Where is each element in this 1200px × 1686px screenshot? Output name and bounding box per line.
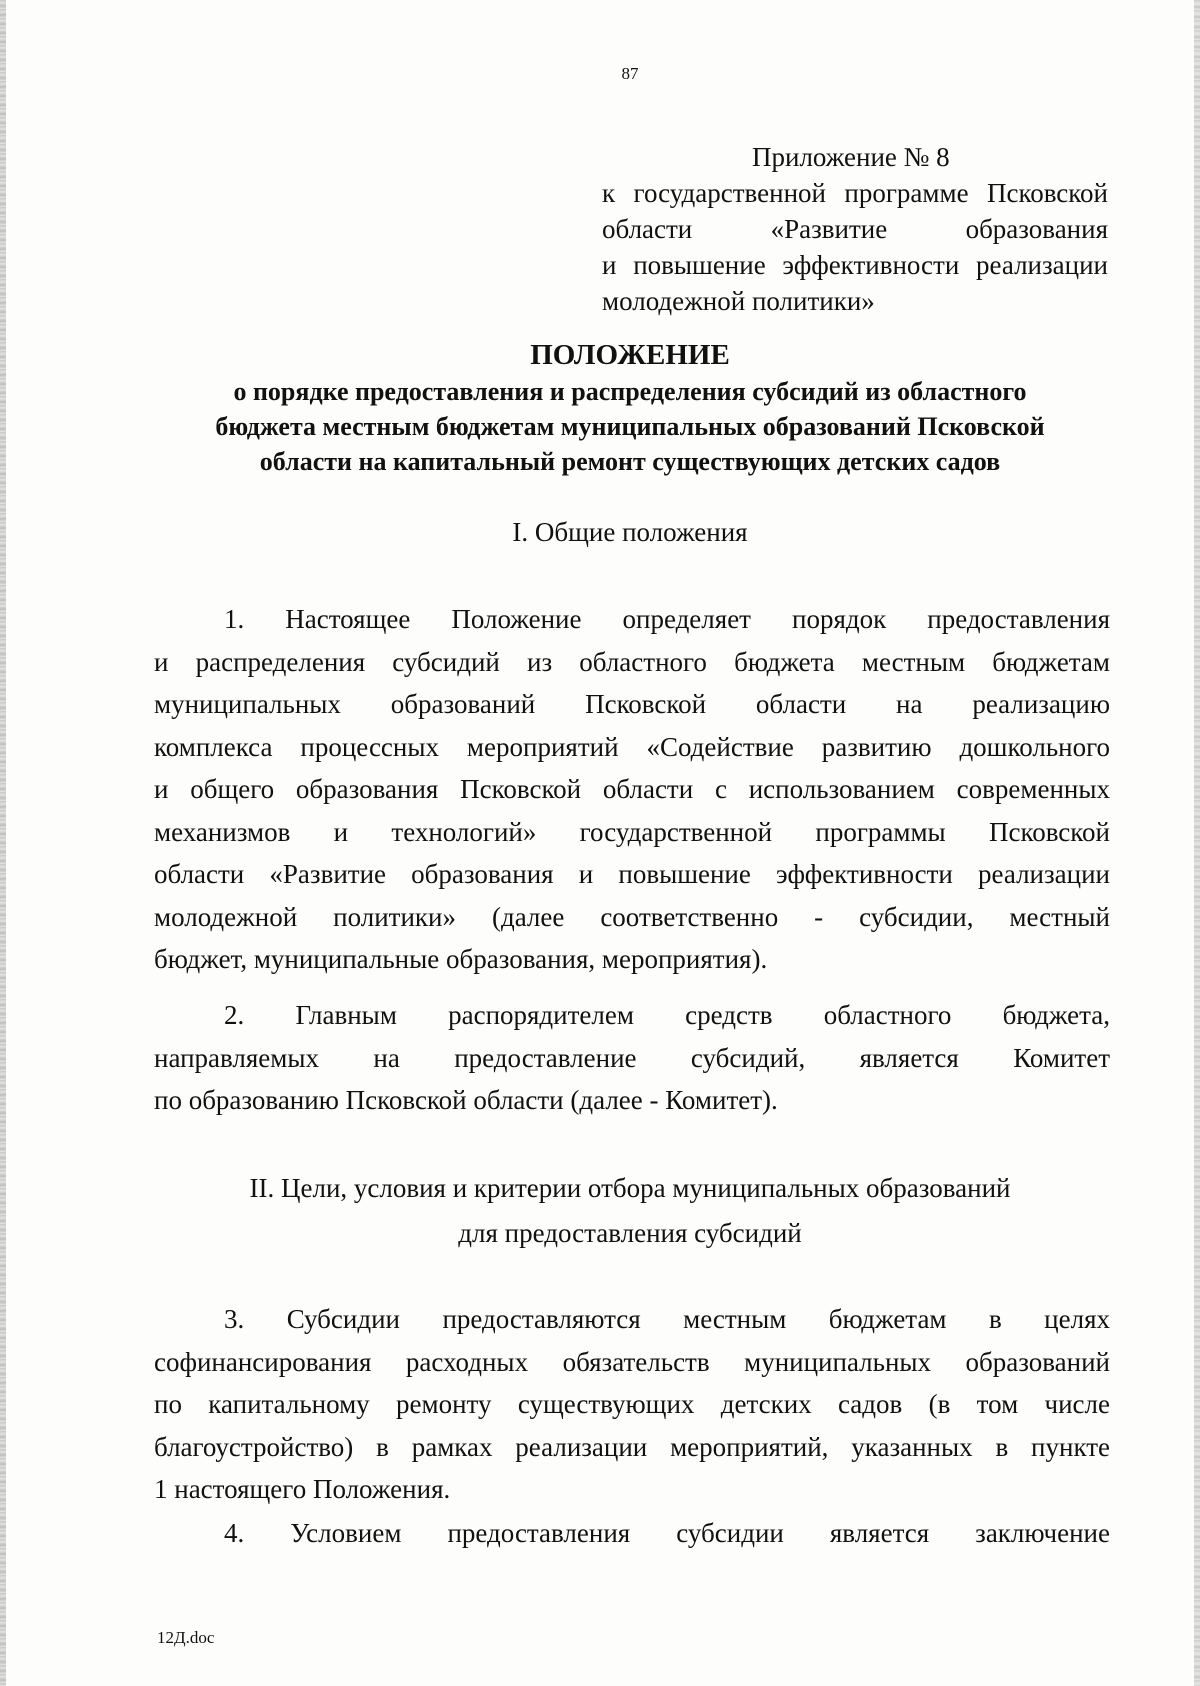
appendix-title: Приложение № 8 <box>752 142 950 172</box>
footer-filename: 12Д.doc <box>157 1628 215 1647</box>
section-2-title-line: для предоставления субсидий <box>458 1218 802 1248</box>
paragraph-line: по капитальному ремонту существующих детских садов (в том числе <box>154 1389 1110 1419</box>
paragraph-line: механизмов и технологий» государственной программы Псковской <box>154 816 1110 847</box>
appendix-block <box>602 139 1108 319</box>
document-subtitle-line: о порядке предоставления и распределения субсидий из областного <box>233 377 1027 406</box>
scan-edge-right <box>1194 0 1200 1686</box>
paragraph-line: бюджет, муниципальные образования, мероприятия). <box>154 944 768 974</box>
appendix-line: к государственной программе Псковской <box>602 178 1108 208</box>
paragraph-line: и распределения субсидий из областного бюджета местным бюджетам <box>154 646 1110 677</box>
paragraph-line: области «Развитие образования и повышение эффективности реализации <box>154 859 1110 889</box>
paragraph-line: софинансирования расходных обязательств муниципальных образований <box>154 1346 1110 1377</box>
scan-edge-left <box>0 0 6 1686</box>
paragraph-line: 3. Субсидии предоставляются местным бюджетам в целях <box>224 1304 1110 1334</box>
appendix-line: и повышение эффективности реализации <box>602 250 1108 280</box>
page-number: 87 <box>621 64 639 83</box>
paragraph-line: 2. Главным распорядителем средств областного бюджета, <box>224 1000 1110 1030</box>
paragraph-line: 4. Условием предоставления субсидии является заключение <box>224 1518 1110 1548</box>
paragraph-line: 1 настоящего Положения. <box>154 1474 451 1504</box>
paragraph-line: и общего образования Псковской области с использованием современных <box>154 774 1110 804</box>
section-2-title-line: II. Цели, условия и критерии отбора муниципальных образований <box>249 1173 1011 1203</box>
paragraph-2 <box>154 994 1110 1122</box>
appendix-body <box>602 175 1108 319</box>
document-subtitle-line: бюджета местным бюджетам муниципальных образований Псковской <box>215 412 1045 441</box>
paragraph-line: комплекса процессных мероприятий «Содействие развитию дошкольного <box>154 731 1110 762</box>
appendix-line: области «Развитие образования <box>602 214 1108 244</box>
paragraph-1 <box>154 598 1110 981</box>
section-1-title: I. Общие положения <box>512 517 748 547</box>
paragraph-3 <box>154 1298 1110 1511</box>
paragraph-line: молодежной политики» (далее соответственно - субсидии, местный <box>154 901 1110 932</box>
paragraph-4 <box>154 1512 1110 1555</box>
appendix-line: молодежной политики» <box>602 286 875 316</box>
paragraph-line: по образованию Псковской области (далее - Комитет). <box>154 1085 778 1115</box>
document-heading <box>150 336 1110 479</box>
section-2-title <box>150 1166 1110 1256</box>
document-title: ПОЛОЖЕНИЕ <box>530 339 730 371</box>
paragraph-line: муниципальных образований Псковской области на реализацию <box>154 689 1110 719</box>
paragraph-line: 1. Настоящее Положение определяет порядок предоставления <box>224 604 1110 634</box>
paragraph-line: направляемых на предоставление субсидий, является Комитет <box>154 1042 1110 1073</box>
document-subtitle-line: области на капитальный ремонт существующих детских садов <box>259 447 1001 476</box>
paragraph-line: благоустройство) в рамках реализации мероприятий, указанных в пункте <box>154 1431 1110 1462</box>
